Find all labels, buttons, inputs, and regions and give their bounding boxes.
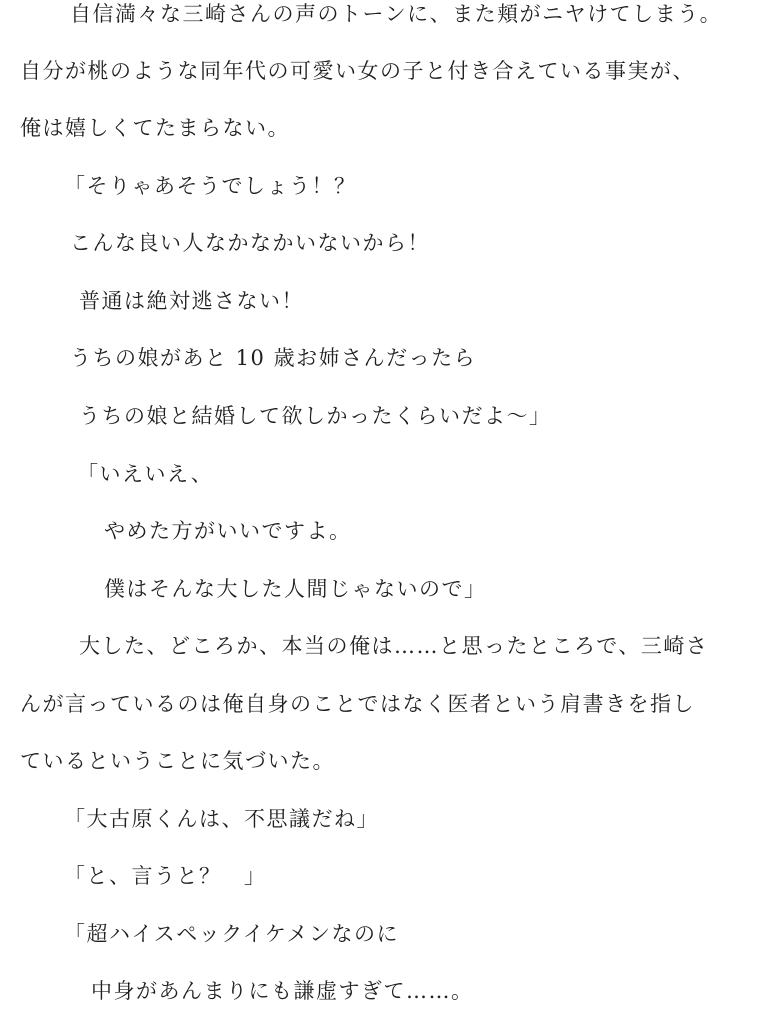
text-line: 自信満々な三崎さんの声のトーンに、また頬がニヤけてしまう。 — [70, 2, 723, 26]
text-line: 「と、言うと？ 」 — [64, 864, 267, 888]
text-line: 「いえいえ、 — [77, 462, 214, 486]
text-line: ているということに気づいた。 — [20, 749, 335, 773]
text-line: 「そりゃあそうでしょう！？ — [64, 174, 357, 198]
text-line: 自分が桃のような同年代の可愛い女の子と付き合えている事実が、 — [20, 59, 695, 83]
text-line: こんな良い人なかなかいないから！ — [70, 231, 430, 255]
text-line: 大した、どころか、本当の俺は……と思ったところで、三崎さ — [79, 634, 709, 658]
text-line: うちの娘と結婚して欲しかったくらいだよ～」 — [79, 404, 552, 428]
text-line: 中身があんまりにも謙虚すぎて……。 — [91, 979, 474, 1003]
text-line: やめた方がいいですよ。 — [104, 519, 352, 543]
text-line: 普通は絶対逃さない！ — [79, 289, 304, 313]
text-line: 僕はそんな大した人間じゃないので」 — [104, 577, 487, 601]
text-line: 「超ハイスペックイケメンなのに — [64, 922, 399, 946]
text-line: 俺は嬉しくてたまらない。 — [20, 116, 290, 140]
text-line: んが言っているのは俺自身のことではなく医者という肩書きを指し — [20, 692, 695, 716]
text-line: うちの娘があと 10 歳お姉さんだったら — [70, 346, 477, 370]
text-line: 「大古原くんは、不思議だね」 — [64, 807, 379, 831]
